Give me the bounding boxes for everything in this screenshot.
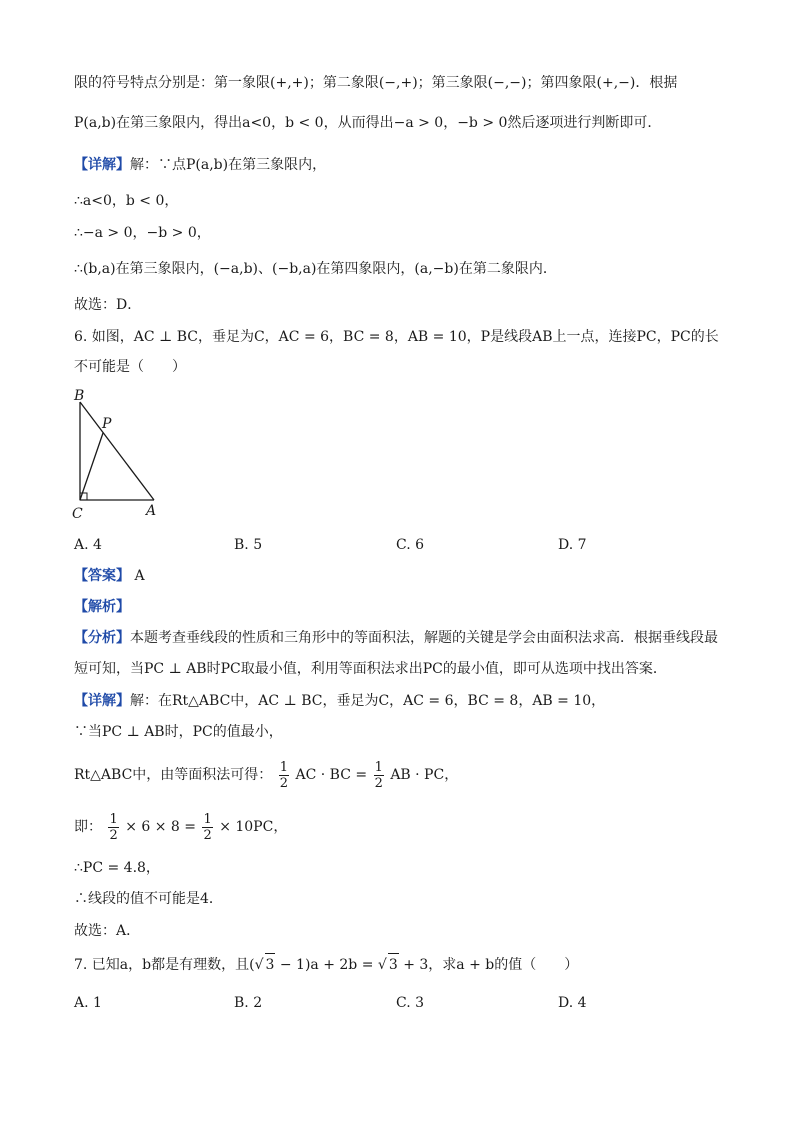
- q7-option-a: A. 1: [74, 995, 102, 1011]
- fenxi-tag: 【分析】: [74, 630, 130, 646]
- label-c: C: [72, 506, 83, 522]
- prev-choice: 故选：D．: [74, 297, 142, 313]
- prev-step-1: ∴a<0，b < 0，: [74, 193, 179, 209]
- q6-option-b: B. 5: [234, 537, 263, 553]
- q6-choice: 故选：A．: [74, 923, 141, 939]
- eq1-right: AB · PC，: [390, 767, 459, 783]
- q6-option-c: C. 6: [396, 537, 425, 553]
- q7-prefix: 7. 已知a，b都是有理数，且(: [74, 957, 255, 973]
- q7-option-c: C. 3: [396, 995, 425, 1011]
- q7-option-b: B. 2: [234, 995, 263, 1011]
- fenxi-text-1: 本题考查垂线段的性质和三角形中的等面积法，解题的关键是学会由面积法求高．根据垂线段最: [130, 630, 718, 646]
- prev-line-1: 限的符号特点分别是：第一象限(+,+)；第二象限(−,+)；第三象限(−,−)；第四象限(+,−)．根据: [74, 75, 678, 91]
- sqrt-3: 3: [265, 953, 276, 976]
- fraction-half: $\frac{1}{2}$: [203, 811, 212, 843]
- q6-option-d: D. 7: [558, 537, 587, 553]
- eq2-right: × 10PC，: [219, 819, 288, 835]
- prev-step-2: ∴−a > 0，−b > 0，: [74, 225, 211, 241]
- q6-conclusion: ∴线段的值不可能是4．: [74, 891, 223, 907]
- q6-answer: [74, 565, 724, 587]
- q7-stem: 7. 已知a，b都是有理数，且(√ 3 − 1)a + 2b = √ 3 + 3，求a + b的值（ ）: [74, 953, 724, 976]
- fraction-half: $\frac{1}{2}$: [279, 759, 289, 791]
- label-b: B: [74, 388, 85, 404]
- detail-text: 解：∵点P(a,b)在第三象限内，: [130, 157, 327, 173]
- fraction-half: $\frac{1}{2}$: [109, 811, 118, 843]
- prev-step-3: ∴(b,a)在第三象限内，(−a,b)、(−b,a)在第四象限内，(a,−b)在第二象限内．: [74, 261, 557, 277]
- prev-detail: [74, 154, 724, 176]
- q7-option-d: D. 4: [558, 995, 587, 1011]
- eq2-left: × 6 × 8 =: [125, 819, 196, 835]
- eq2-prefix: 即：: [74, 819, 102, 835]
- q6-stem-line-1: 6. 如图，AC ⊥ BC，垂足为C，AC = 6，BC = 8，AB = 10，P是线段AB上一点，连接PC，PC的长: [74, 329, 719, 345]
- q6-equation-1: [74, 758, 724, 792]
- label-p: P: [102, 416, 112, 432]
- q6-fenxi-1: [74, 627, 724, 649]
- answer-tag: 【答案】: [74, 568, 130, 584]
- detail-text-2: 解：在Rt△ABC中，AC ⊥ BC，垂足为C，AC = 6，BC = 8，AB = 10，: [130, 693, 606, 709]
- side-ab: [80, 402, 154, 500]
- detail-tag-2: 【详解】: [74, 693, 130, 709]
- q6-equation-2: [74, 810, 724, 844]
- q6-stem-line-2: 不可能是（ ）: [74, 359, 186, 375]
- prev-line-2: P(a,b)在第三象限内，得出a<0，b < 0，从而得出−a > 0，−b > 0然后逐项进行判断即可．: [74, 115, 662, 131]
- q6-result: ∴PC = 4.8，: [74, 860, 160, 876]
- q7-mid: − 1)a + 2b =: [279, 957, 374, 973]
- q6-option-a: A. 4: [74, 537, 102, 553]
- q6-detail-1: [74, 690, 724, 712]
- q6-fenxi-2: 短可知，当PC ⊥ AB时PC取最小值，利用等面积法求出PC的最小值，即可从选项中找出答案．: [74, 661, 667, 677]
- analysis-tag: 【解析】: [74, 599, 130, 615]
- eq1-prefix: Rt△ABC中，由等面积法可得：: [74, 767, 273, 783]
- triangle-figure: [66, 388, 176, 522]
- detail-tag: 【详解】: [74, 157, 130, 173]
- answer-value: A: [134, 568, 145, 584]
- q6-analysis: [74, 596, 724, 618]
- q7-suffix: + 3，求a + b的值（ ）: [403, 957, 579, 973]
- label-a: A: [146, 503, 157, 519]
- q6-detail-2: ∵当PC ⊥ AB时，PC的值最小，: [74, 724, 283, 740]
- segment-pc: [80, 433, 103, 500]
- eq1-left: AC · BC =: [295, 767, 368, 783]
- sqrt-3-b: 3: [388, 953, 399, 976]
- fraction-half: $\frac{1}{2}$: [374, 759, 383, 791]
